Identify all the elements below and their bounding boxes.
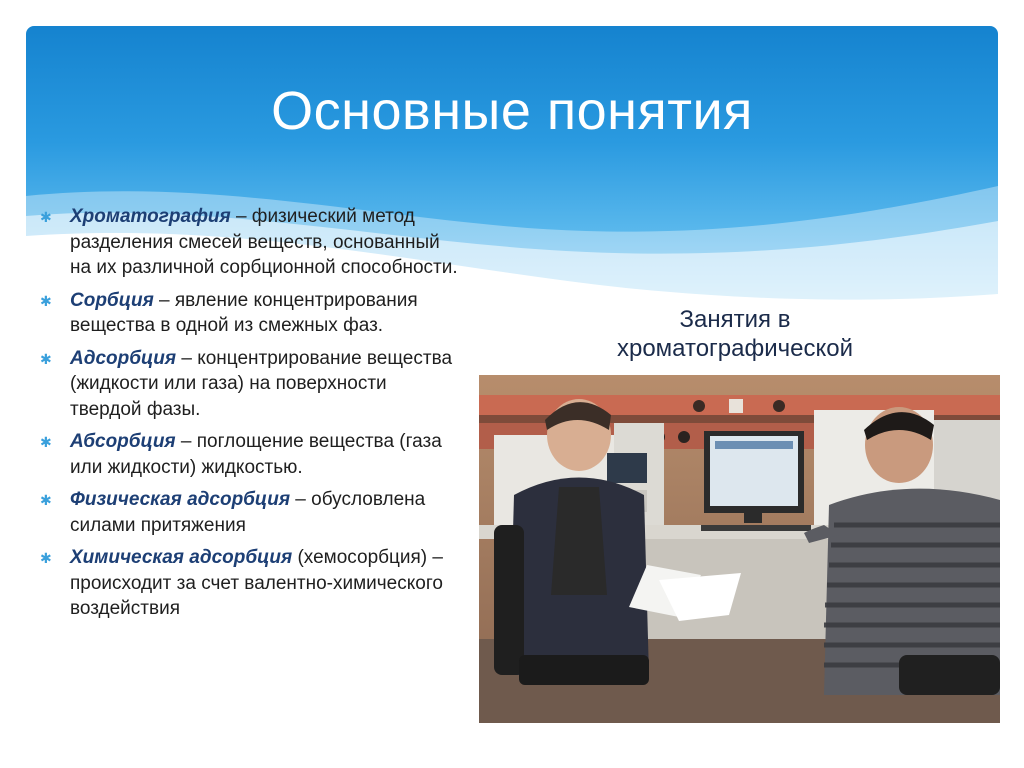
photo-caption: Занятия в хроматографической xyxy=(616,306,854,362)
bullet-asterisk-icon: ✱ xyxy=(40,292,52,309)
definition-text: – явление концентрирования вещества в одной из смежных фаз. xyxy=(70,289,418,336)
definition-term: Адсорбция xyxy=(70,347,177,369)
definition-term: Абсорбция xyxy=(70,431,176,452)
lab-photo xyxy=(479,375,1000,723)
slide-title: Основные понятия xyxy=(271,81,753,141)
bullet-asterisk-icon: ✱ xyxy=(40,209,52,225)
bullet-asterisk-icon: ✱ xyxy=(40,434,52,450)
definitions-list xyxy=(40,204,460,629)
definition-term: Сорбция xyxy=(70,289,154,311)
definition-text: – поглощение вещества (газа или жидкости) жидкостью. xyxy=(70,431,442,478)
lab-scene-illustration xyxy=(479,375,1000,723)
definition-text: – концентрирование вещества (жидкости или газа) на поверхности твердой фазы. xyxy=(70,347,453,420)
list-item xyxy=(40,429,460,480)
list-item xyxy=(40,545,460,622)
bullet-asterisk-icon: ✱ xyxy=(40,550,52,566)
list-item xyxy=(40,204,460,281)
definition-text: (хемосорбция) – происходит за счет валентно-химического воздействия xyxy=(70,547,443,619)
list-item xyxy=(40,346,460,423)
definition-text: – физический метод разделения смесей веществ, основанный на их различной сорбционной способности. xyxy=(70,206,458,278)
bullet-asterisk-icon: ✱ xyxy=(40,350,52,367)
definition-term: Химическая адсорбция xyxy=(70,547,293,568)
bullet-asterisk-icon: ✱ xyxy=(40,492,52,508)
definition-term: Хроматография xyxy=(70,206,231,227)
list-item xyxy=(40,288,460,339)
definition-term: Физическая адсорбция xyxy=(70,489,291,510)
definition-text: – обусловлена силами притяжения xyxy=(70,489,426,536)
list-item xyxy=(40,487,460,538)
